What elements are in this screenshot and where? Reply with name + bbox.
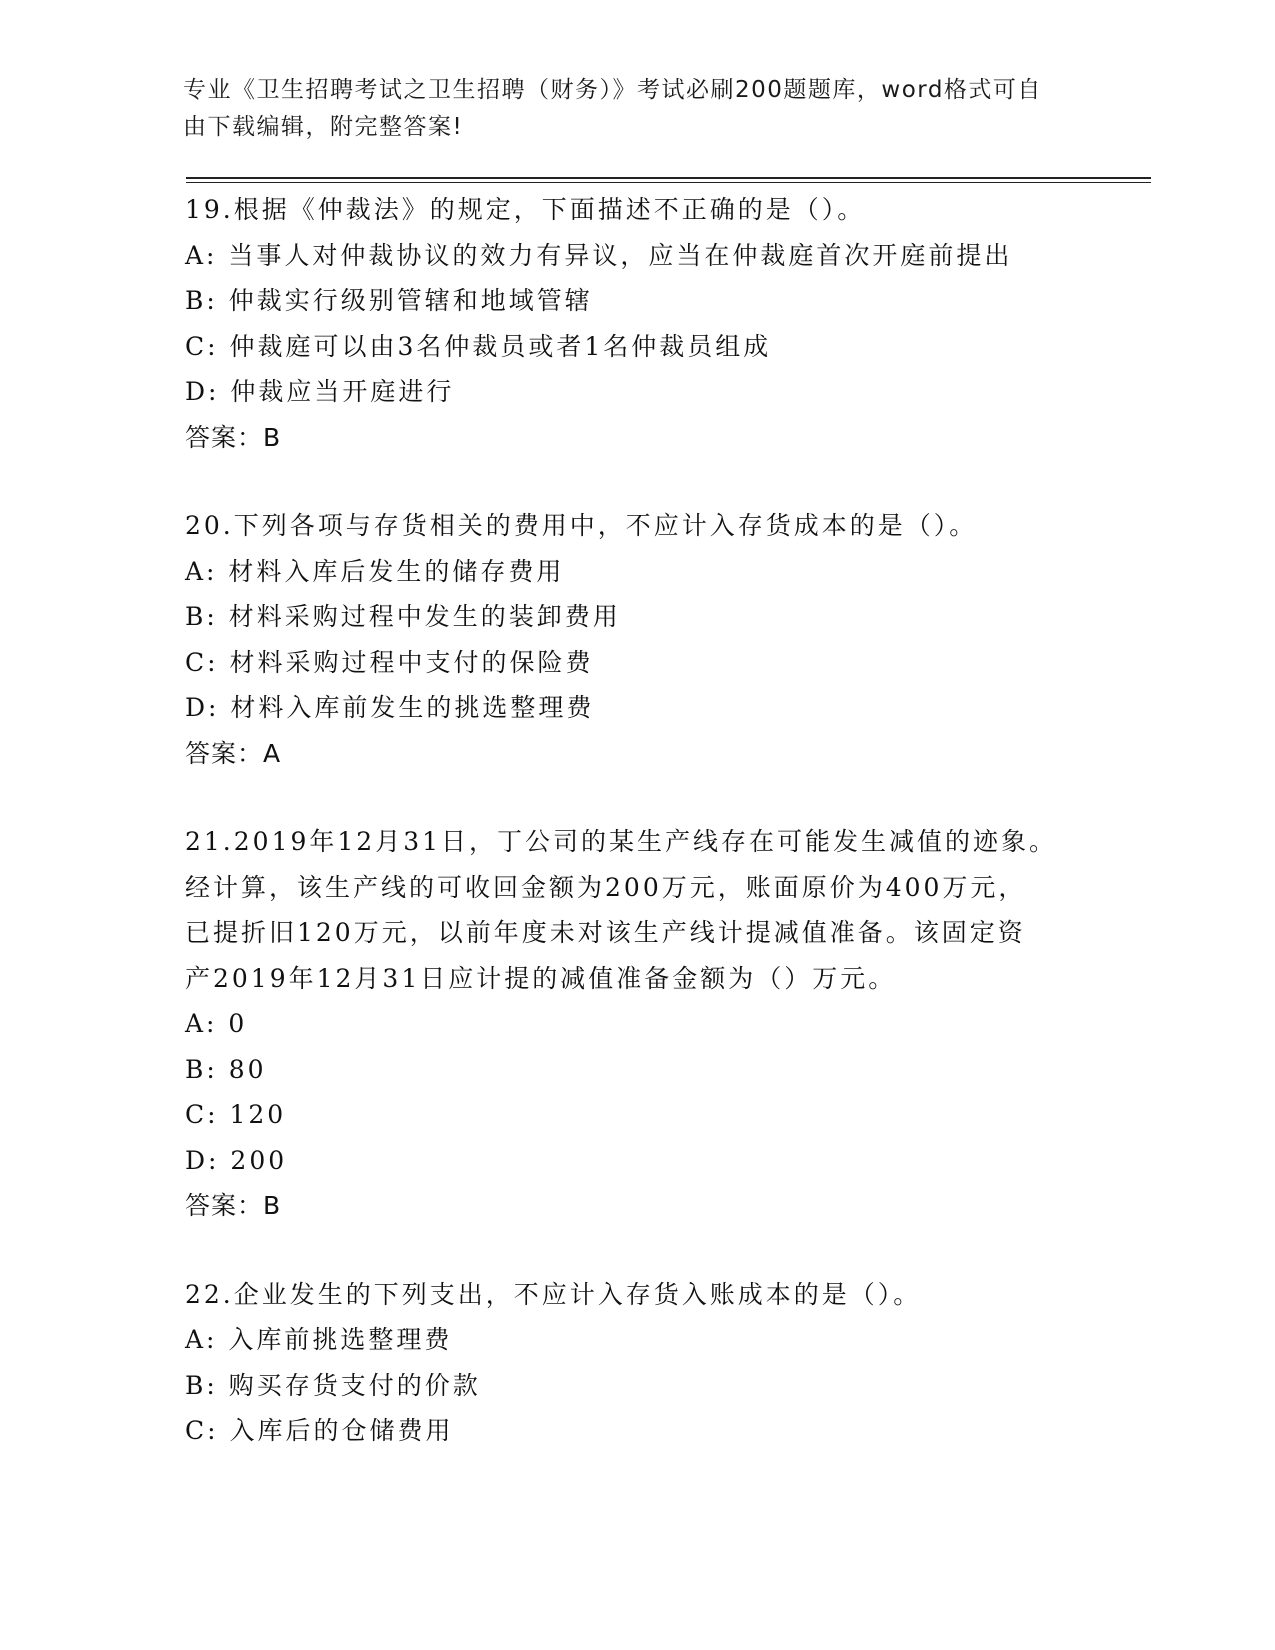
header-line-2: 由下载编辑，附完整答案! [183,114,464,140]
answer-line: 答案：B [185,422,282,452]
option-a: A: 当事人对仲裁协议的效力有异议，应当在仲裁庭首次开庭前提出 [185,240,1013,270]
header-divider-thin [186,182,1151,183]
option-b: B: 材料采购过程中发生的装卸费用 [185,602,621,631]
question-20 [185,503,1085,776]
header-line-1: 专业《卫生招聘考试之卫生招聘（财务）》考试必刷200题题库，word格式可自 [183,77,1042,103]
question-stem: 20.下列各项与存货相关的费用中，不应计入存货成本的是（）。 [185,511,978,540]
option-c: C: 入库后的仓储费用 [185,1416,454,1445]
option-c: C: 仲裁庭可以由3名仲裁员或者1名仲裁员组成 [185,331,772,361]
option-b: B: 仲裁实行级别管辖和地域管辖 [185,286,593,315]
option-b: B: 购买存货支付的价款 [185,1370,481,1400]
question-stem-line-4: 产2019年12月31日应计提的减值准备金额为（）万元。 [185,963,897,993]
option-d: D: 材料入库前发生的挑选整理费 [185,693,595,722]
question-stem-line-3: 已提折旧120万元，以前年度未对该生产线计提减值准备。该固定资 [185,918,1026,947]
question-list [185,187,1085,1497]
question-21 [185,819,1085,1229]
question-stem: 19.根据《仲裁法》的规定，下面描述不正确的是（）。 [185,195,866,224]
option-d: D: 200 [185,1145,288,1175]
header-divider-thick [186,177,1151,179]
question-stem-line-1: 21.2019年12月31日，丁公司的某生产线存在可能发生减值的迹象。 [185,827,1058,856]
option-a: A: 入库前挑选整理费 [185,1325,453,1354]
option-a: A: 0 [185,1009,248,1038]
question-stem: 22.企业发生的下列支出，不应计入存货入账成本的是（）。 [185,1279,922,1309]
question-stem-line-2: 经计算，该生产线的可收回金额为200万元，账面原价为400万元， [185,872,1027,902]
option-b: B: 80 [185,1054,267,1084]
option-c: C: 材料采购过程中支付的保险费 [185,647,594,677]
option-a: A: 材料入库后发生的储存费用 [185,556,565,586]
option-d: D: 仲裁应当开庭进行 [185,377,455,406]
option-c: C: 120 [185,1100,287,1129]
answer-line: 答案：B [185,1191,282,1220]
question-22 [185,1272,1085,1454]
question-19 [185,187,1085,460]
document-header [183,72,1063,146]
answer-line: 答案：A [185,738,282,768]
